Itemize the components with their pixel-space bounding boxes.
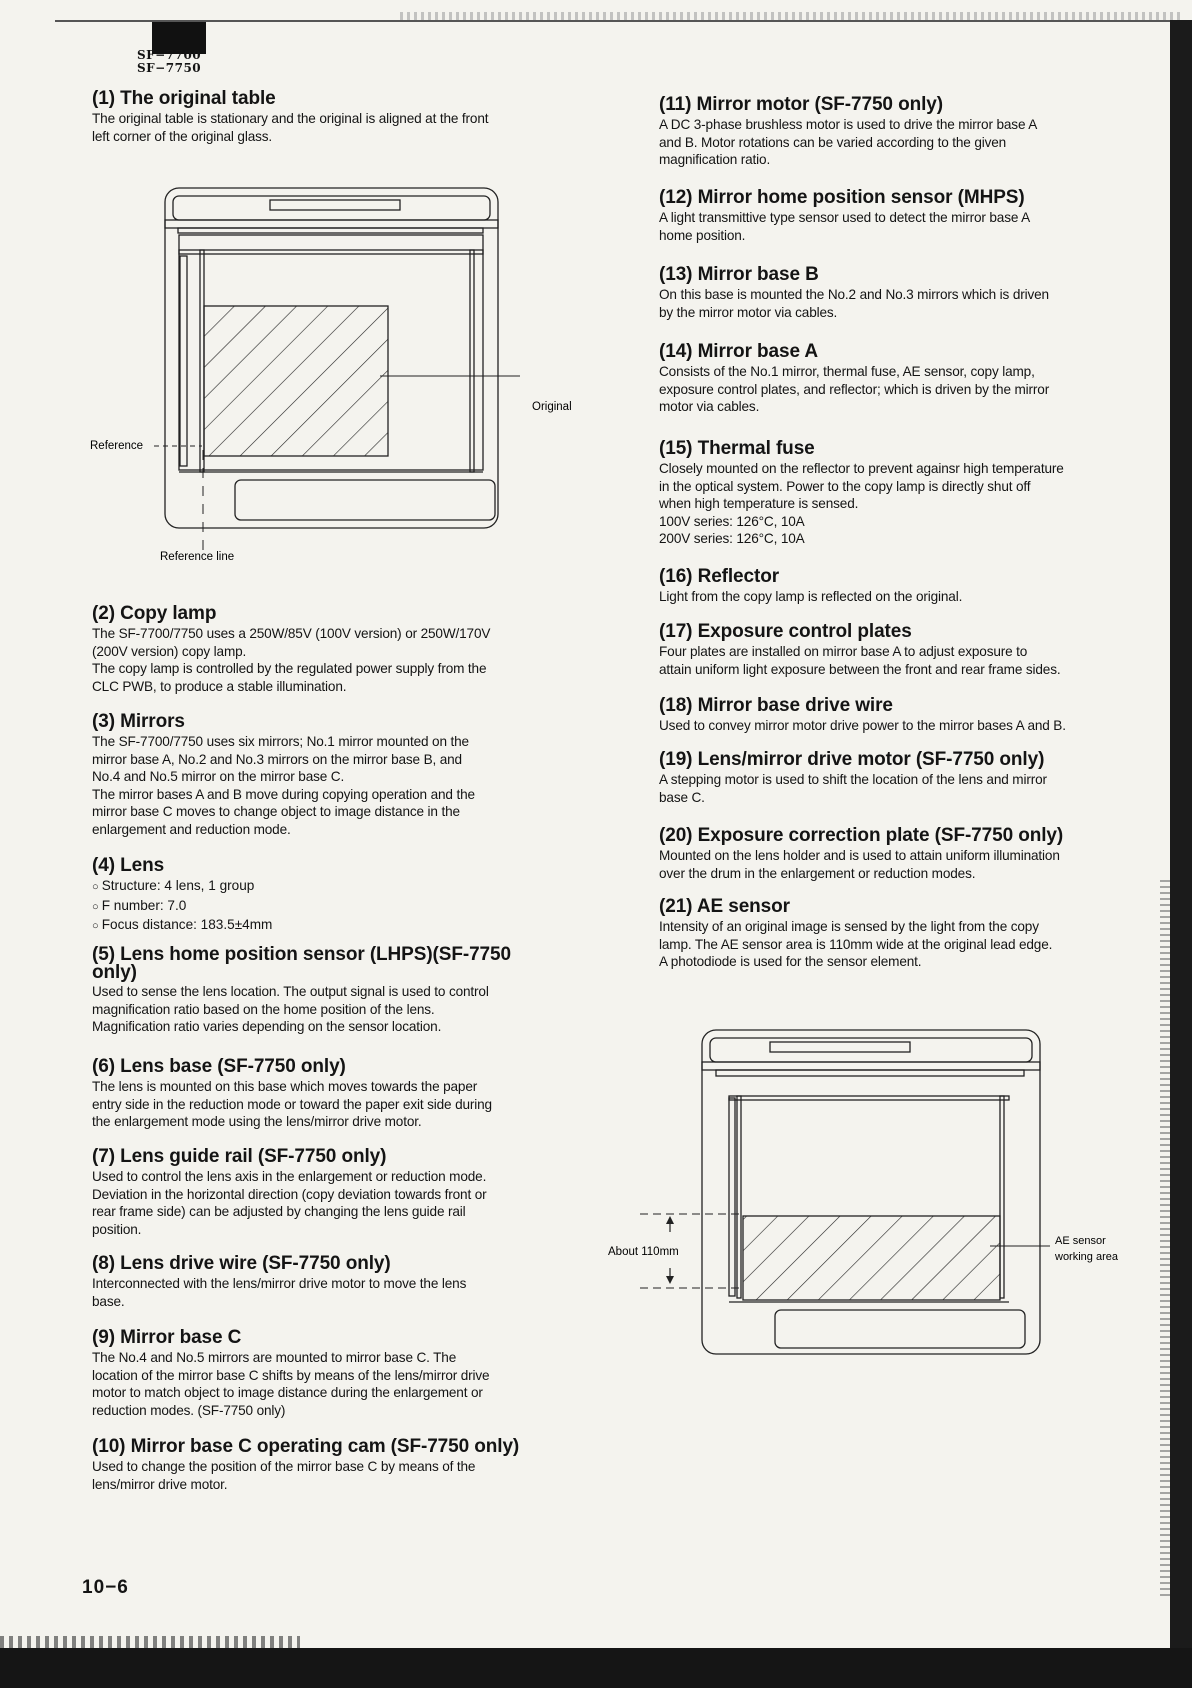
section-lens-home-sensor [92,946,584,1036]
section-title: (5) Lens home position sensor (LHPS)(SF-7750 [92,944,511,965]
section-mirror-motor [659,94,1139,169]
section-lens-mirror-drive-motor [659,749,1139,806]
section-lens-drive-wire [92,1253,584,1310]
section-text: 100V series: 126°C, 10A [659,513,805,529]
model-number-2: SF−7750 [137,61,202,75]
section-text: enlargement and reduction mode. [92,821,291,837]
section-text: Mounted on the lens holder and is used to attain uniform illumination [659,848,1060,863]
section-text: magnification ratio. [659,152,771,168]
section-title: (10) Mirror base C operating cam (SF-7750 only) [92,1436,520,1457]
page-number: 10−6 [82,1577,129,1598]
section-text: Used to control the lens axis in the enlargement or reduction mode. [92,1169,487,1184]
section-title: (6) Lens base (SF-7750 only) [92,1056,346,1077]
section-text: entry side in the reduction mode or toward the paper exit side during [92,1096,492,1112]
section-title: (8) Lens drive wire (SF-7750 only) [92,1253,391,1274]
section-text: A photodiode is used for the sensor element. [659,954,922,970]
section-text: rear frame side) can be adjusted by changing the lens guide rail [92,1204,466,1220]
section-exposure-control-plates [659,621,1139,678]
section-text: by the mirror motor via cables. [659,304,838,320]
section-text: A DC 3-phase brushless motor is used to drive the mirror base A [659,117,1038,132]
section-exposure-correction-plate [659,825,1139,882]
section-text: The copy lamp is controlled by the regulated power supply from the [92,661,487,677]
section-text: Used to convey mirror motor drive power to the mirror bases A and B. [659,718,1066,733]
section-text: Magnification ratio varies depending on the sensor location. [92,1019,442,1035]
scan-noise-right [1160,880,1170,1600]
section-text: mirror base A, No.2 and No.3 mirrors on the mirror base B, and [92,751,462,767]
section-text: Deviation in the horizontal direction (copy deviation towards front or [92,1186,487,1202]
section-text: Used to sense the lens location. The output signal is used to control [92,984,489,999]
section-text: base C. [659,789,705,805]
section-text: Consists of the No.1 mirror, thermal fuse, AE sensor, copy lamp, [659,364,1035,379]
section-title: (17) Exposure control plates [659,621,912,642]
section-text: motor to match object to image distance during the enlargement or [92,1385,483,1401]
section-mirror-base-b [659,264,1139,321]
section-title: (15) Thermal fuse [659,438,815,459]
section-text: in the optical system. Power to the copy lamp is directly shut off [659,478,1031,494]
section-title: (1) The original table [92,88,276,109]
section-title: (4) Lens [92,855,165,876]
section-title: (12) Mirror home position sensor (MHPS) [659,187,1025,208]
section-text: lamp. The AE sensor area is 110mm wide at the original lead edge. [659,936,1053,952]
section-text: mirror base C moves to change object to image distance in the [92,804,460,820]
dimension-arrowhead-down [666,1276,674,1284]
section-title: (20) Exposure correction plate (SF-7750 only) [659,825,1064,846]
section-mirrors [92,711,584,839]
original-hatched-area [204,306,388,456]
section-text: position. [92,1221,142,1237]
section-title: (2) Copy lamp [92,603,217,624]
section-text: On this base is mounted the No.2 and No.3 mirrors which is driven [659,287,1049,302]
section-text: The original table is stationary and the original is aligned at the front [92,111,489,126]
section-title-cont: only) [92,962,137,983]
section-text: Closely mounted on the reflector to prevent againsr high temperature [659,461,1064,476]
label-reference-line: Reference line [160,551,235,563]
section-ae-sensor [659,896,1139,971]
section-text: exposure control plates, and reflector; which is driven by the mirror [659,381,1050,397]
section-lens-guide-rail [92,1146,584,1238]
original-table-diagram [80,180,600,570]
section-text: Intensity of an original image is sensed by the light from the copy [659,919,1039,934]
section-title: (3) Mirrors [92,711,185,732]
section-mirror-base-drive-wire [659,695,1139,735]
section-original-table [92,88,584,145]
section-text: A stepping motor is used to shift the location of the lens and mirror [659,772,1047,787]
section-text: lens/mirror drive motor. [92,1476,228,1492]
header-rule [55,20,1175,22]
dimension-arrowhead-up [666,1216,674,1224]
bullet-item: ○ Structure: 4 lens, 1 group [92,877,584,897]
label-reference: Reference [90,440,144,452]
section-text: reduction modes. (SF-7750 only) [92,1402,286,1418]
section-lens-base [92,1056,584,1131]
model-number-1: SF−7700 [137,48,202,62]
section-thermal-fuse [659,438,1139,548]
section-lens [92,855,584,936]
section-reflector [659,566,1139,606]
section-text: magnification ratio based on the home position of the lens. [92,1001,435,1017]
section-copy-lamp [92,603,584,695]
ae-sensor-diagram [600,1020,1140,1380]
section-text: CLC PWB, to produce a stable illumination. [92,678,347,694]
label-ae-sensor: AE sensor [1055,1235,1106,1247]
section-text: The lens is mounted on this base which moves towards the paper [92,1079,478,1094]
section-text: (200V version) copy lamp. [92,643,247,659]
section-text: and B. Motor rotations can be varied according to the given [659,134,1007,150]
section-text: No.4 and No.5 mirror on the mirror base C. [92,769,345,785]
section-text: over the drum in the enlargement or reduction modes. [659,865,976,881]
ae-sensor-hatched-area [743,1216,1000,1300]
section-text: left corner of the original glass. [92,128,273,144]
section-text: home position. [659,227,746,243]
section-title: (11) Mirror motor (SF-7750 only) [659,94,943,115]
section-title: (14) Mirror base A [659,341,819,362]
section-mirror-base-c [92,1327,584,1419]
section-text: The SF-7700/7750 uses six mirrors; No.1 mirror mounted on the [92,734,469,749]
section-text: Interconnected with the lens/mirror drive motor to move the lens [92,1276,467,1291]
section-title: (9) Mirror base C [92,1327,242,1348]
label-original: Original [532,401,572,413]
section-title: (16) Reflector [659,566,780,587]
section-text: location of the mirror base C shifts by means of the lens/mirror drive [92,1367,490,1383]
section-text: when high temperature is sensed. [659,496,859,512]
section-title: (21) AE sensor [659,896,790,917]
section-text: The mirror bases A and B move during copying operation and the [92,786,475,802]
section-text: Four plates are installed on mirror base A to adjust exposure to [659,644,1028,659]
bullet-item: ○ F number: 7.0 [92,897,584,917]
section-text: base. [92,1293,125,1309]
bullet-item: ○ Focus distance: 183.5±4mm [92,916,584,936]
section-text: motor via cables. [659,399,760,415]
section-text: The SF-7700/7750 uses a 250W/85V (100V version) or 250W/170V [92,626,491,641]
scan-edge-right [1170,20,1192,1660]
section-text: Light from the copy lamp is reflected on the original. [659,589,963,604]
section-mirror-home-sensor [659,187,1139,244]
section-title: (13) Mirror base B [659,264,819,285]
section-title: (7) Lens guide rail (SF-7750 only) [92,1146,387,1167]
section-text: 200V series: 126°C, 10A [659,531,805,547]
section-text: A light transmittive type sensor used to detect the mirror base A [659,210,1031,225]
section-text: Used to change the position of the mirror base C by means of the [92,1459,476,1474]
label-working-area: working area [1055,1251,1118,1263]
section-mirror-base-c-cam [92,1436,584,1493]
section-text: The No.4 and No.5 mirrors are mounted to mirror base C. The [92,1350,457,1365]
scan-edge-bottom [0,1648,1192,1688]
section-mirror-base-a [659,341,1139,416]
scan-noise-top [400,12,1180,20]
label-about-110mm: About 110mm [608,1246,679,1258]
section-text: attain uniform light exposure between the front and rear frame sides. [659,661,1061,677]
section-text: the enlargement mode using the lens/mirror drive motor. [92,1114,422,1130]
section-title: (19) Lens/mirror drive motor (SF-7750 only) [659,749,1045,770]
section-title: (18) Mirror base drive wire [659,695,893,716]
